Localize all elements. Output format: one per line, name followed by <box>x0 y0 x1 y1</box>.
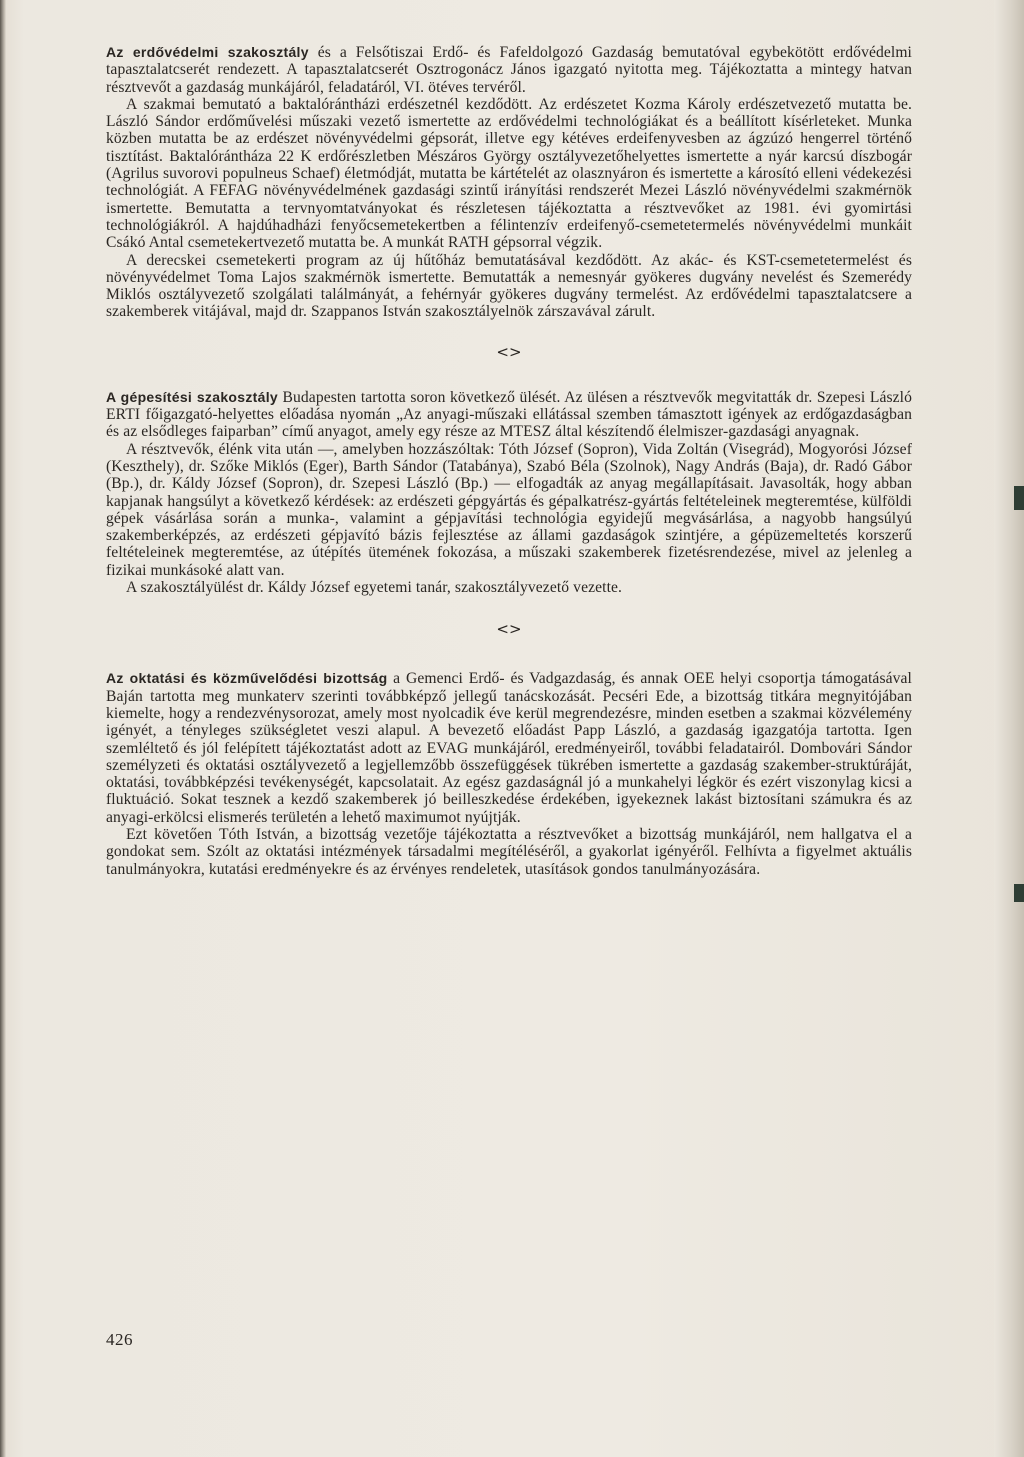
page-number: 426 <box>106 1330 133 1349</box>
section-education-committee <box>106 670 912 878</box>
section-mechanization <box>106 389 912 597</box>
paragraph <box>106 44 912 96</box>
paragraph: A szakosztályülést dr. Káldy József egyetemi tanár, szakosztályvezető vezette. <box>126 579 623 597</box>
section-separator: <> <box>496 620 522 639</box>
section-lead: Az erdővédelmi szakosztály <box>106 44 309 60</box>
paragraph-text: és a Felsőtiszai Erdő- és Fafeldolgozó Gazdaság bemutatóval egybekötött erdővédelmi tapasztalatcserét rendezett. A tapasztalatcserét Osztrogonácz János igazgató nyitotta meg. Tájékoztatta a mintegy hatvan résztvevőt a gazdaság munkájáról, feladatáról, VI. ötéves tervéről. <box>106 44 912 96</box>
section-forest-protection <box>106 44 912 321</box>
article-body <box>106 44 912 878</box>
paragraph-text: a Gemenci Erdő- és Vadgazdaság, és annak OEE helyi csoportja támogatásával Baján tartotta meg munkaterv szerinti továbbképző jellegű tanácskozását. Pecséri Ede, a bizottság titkára megnyitójában kiemelte, hogy a rendezvénysorozat, amely most nyolcadik éve kerül megrendezésre, minden esetben a szakmai közvélemény igényét, a tényleges szükségletet veszi alapul. A bevezető előadást Papp László, a gazdaság igazgatója tartotta. Igen szemléltető és jól felépített tájékoztatást adott az EVAG munkájáról, eredményeiről, további feladatairól. Dombovári Sándor személyzeti és oktatási osztályvezető a legjellemzőbb összefüggések tükrében ismertette a gazdaság szakember-struktúráját, oktatási, továbbképzési tevékenységét, kapcsolatait. Az egész gazdaságnál jó a munkahelyi légkör és ezért viszonylag kicsi a fluktuáció. Sokat tesznek a kezdő szakemberek jó beilleszkedése érdekében, igyekeznek lakást biztosítani számukra és az anyagi-erkölcsi elismerés területén a lehető maximumot nyújtják. <box>106 670 912 826</box>
paragraph: A szakmai bemutató a baktalórántházi erdészetnél kezdődött. Az erdészetet Kozma Károly erdészetvezető mutatta be. László Sándor erdőművelési műszaki vezető ismertette az erdővédelmi technológiákat és a beállított kísérleteket. Munka közben mutatta be az erdészet növényvédelmi gépsorát, illetve egy kétéves erdeifenyvesben az ágzúzó hengerrel történő tisztítást. Baktalórántháza 22 K erdőrészletben Mészáros György osztályvezetőhelyettes ismertette a nyár karcsú díszbogár (Agrilus suvorovi populneus Schaef) életmódját, mutatta be kártételét az olasznyáron és ismertette a károsító elleni védekezési technológiát. A FEFAG növényvédelmének gazdasági szintű irányítási rendszerét Mezei László növényvédelmi szakmérnök ismertette. Bemutatta a tervnyomtatványokat és részletesen tájékoztatta a résztvevőket az 1981. évi gyomirtási technológiákról. A hajdúhadházi fenyőcsemetekertben a félintenzív erdeifenyő-csemetetermelés növényvédelmi munkáit Csákó Antal csemetekertvezető mutatta be. A munkát RATH gépsorral végzik. <box>106 95 912 252</box>
paragraph: Ezt követően Tóth István, a bizottság vezetője tájékoztatta a résztvevőket a bizottság munkájáról, nem hallgatva el a gondokat sem. Szólt az oktatási intézmények társadalmi megítéléséről, a gyakorlat igényéről. Felhívta a figyelmet aktuális tanulmányokra, kutatási eredményekre és az érvényes rendeletek, utasítások gondos tanulmányozására. <box>106 825 912 878</box>
section-separator: <> <box>496 342 522 361</box>
paragraph <box>106 670 912 826</box>
edge-tab-mark <box>1014 884 1024 902</box>
edge-tab-mark <box>1014 486 1024 510</box>
page-left-shadow <box>0 0 6 1457</box>
page-right-edge <box>994 0 1024 1457</box>
paragraph: A résztvevők, élénk vita után —, amelyben hozzászóltak: Tóth József (Sopron), Vida Zoltán (Visegrád), Mogyorósi József (Keszthely), dr. Szőke Miklós (Eger), Barth Sándor (Tatabánya), Szabó Béla (Szolnok), Nagy András (Baja), dr. Radó Gábor (Bp.), dr. Káldy József (Sopron), dr. Szepesi László (Bp.) — elfogadták az anyag megállapításait. Javasolták, hogy abban kapjanak hangsúlyt a következő kérdések: az erdészeti gépgyártás és gépalkatrész-gyártás feltételeinek megteremtése, külföldi gépek vásárlása során a munka-, valamint a gépjavítási technológia egyidejű megvásárlása, a nagyobb hangsúlyú szakemberképzés, az erdészeti gépjavító bázis fejlesztése az állami gazdaságok szintjére, a gépüzemeltetés korszerű feltételeinek megteremtése, az útépítés ütemének fokozása, a műszaki szakemberek fizetésrendezése, mivel az jelenleg a fizikai munkásoké alatt van. <box>106 440 912 579</box>
paragraph: A derecskei csemetekerti program az új hűtőház bemutatásával kezdődött. Az akác- és KST-csemetetermelést és növényvédelmet Toma Lajos szakmérnök ismertette. Bemutatták a nemesnyár gyökeres dugvány nevelést és Szemerédy Miklós osztályvezető szolgálati találmányát, a fehérnyár gyökeres dugvány termelést. Az erdővédelmi tapasztalatcsere a szakemberek vitájával, majd dr. Szappanos István szakosztályelnök zárszavával zárult. <box>106 251 912 321</box>
section-lead: A gépesítési szakosztály <box>106 388 278 405</box>
paragraph-text: Budapesten tartotta soron következő ülését. Az ülésen a résztvevők megvitatták dr. Szepesi László ERTI főigazgató-helyettes előadása nyomán „Az anyagi-műszaki ellátással szemben támasztott igények az erdőgazdaságban és az elsődleges faiparban” című anyagot, amely egy része az MTESZ által készítendő élelmiszer-gazdasági anyagnak. <box>106 388 912 441</box>
section-lead: Az oktatási és közművelődési bizottság <box>106 670 388 687</box>
paragraph <box>106 389 912 441</box>
